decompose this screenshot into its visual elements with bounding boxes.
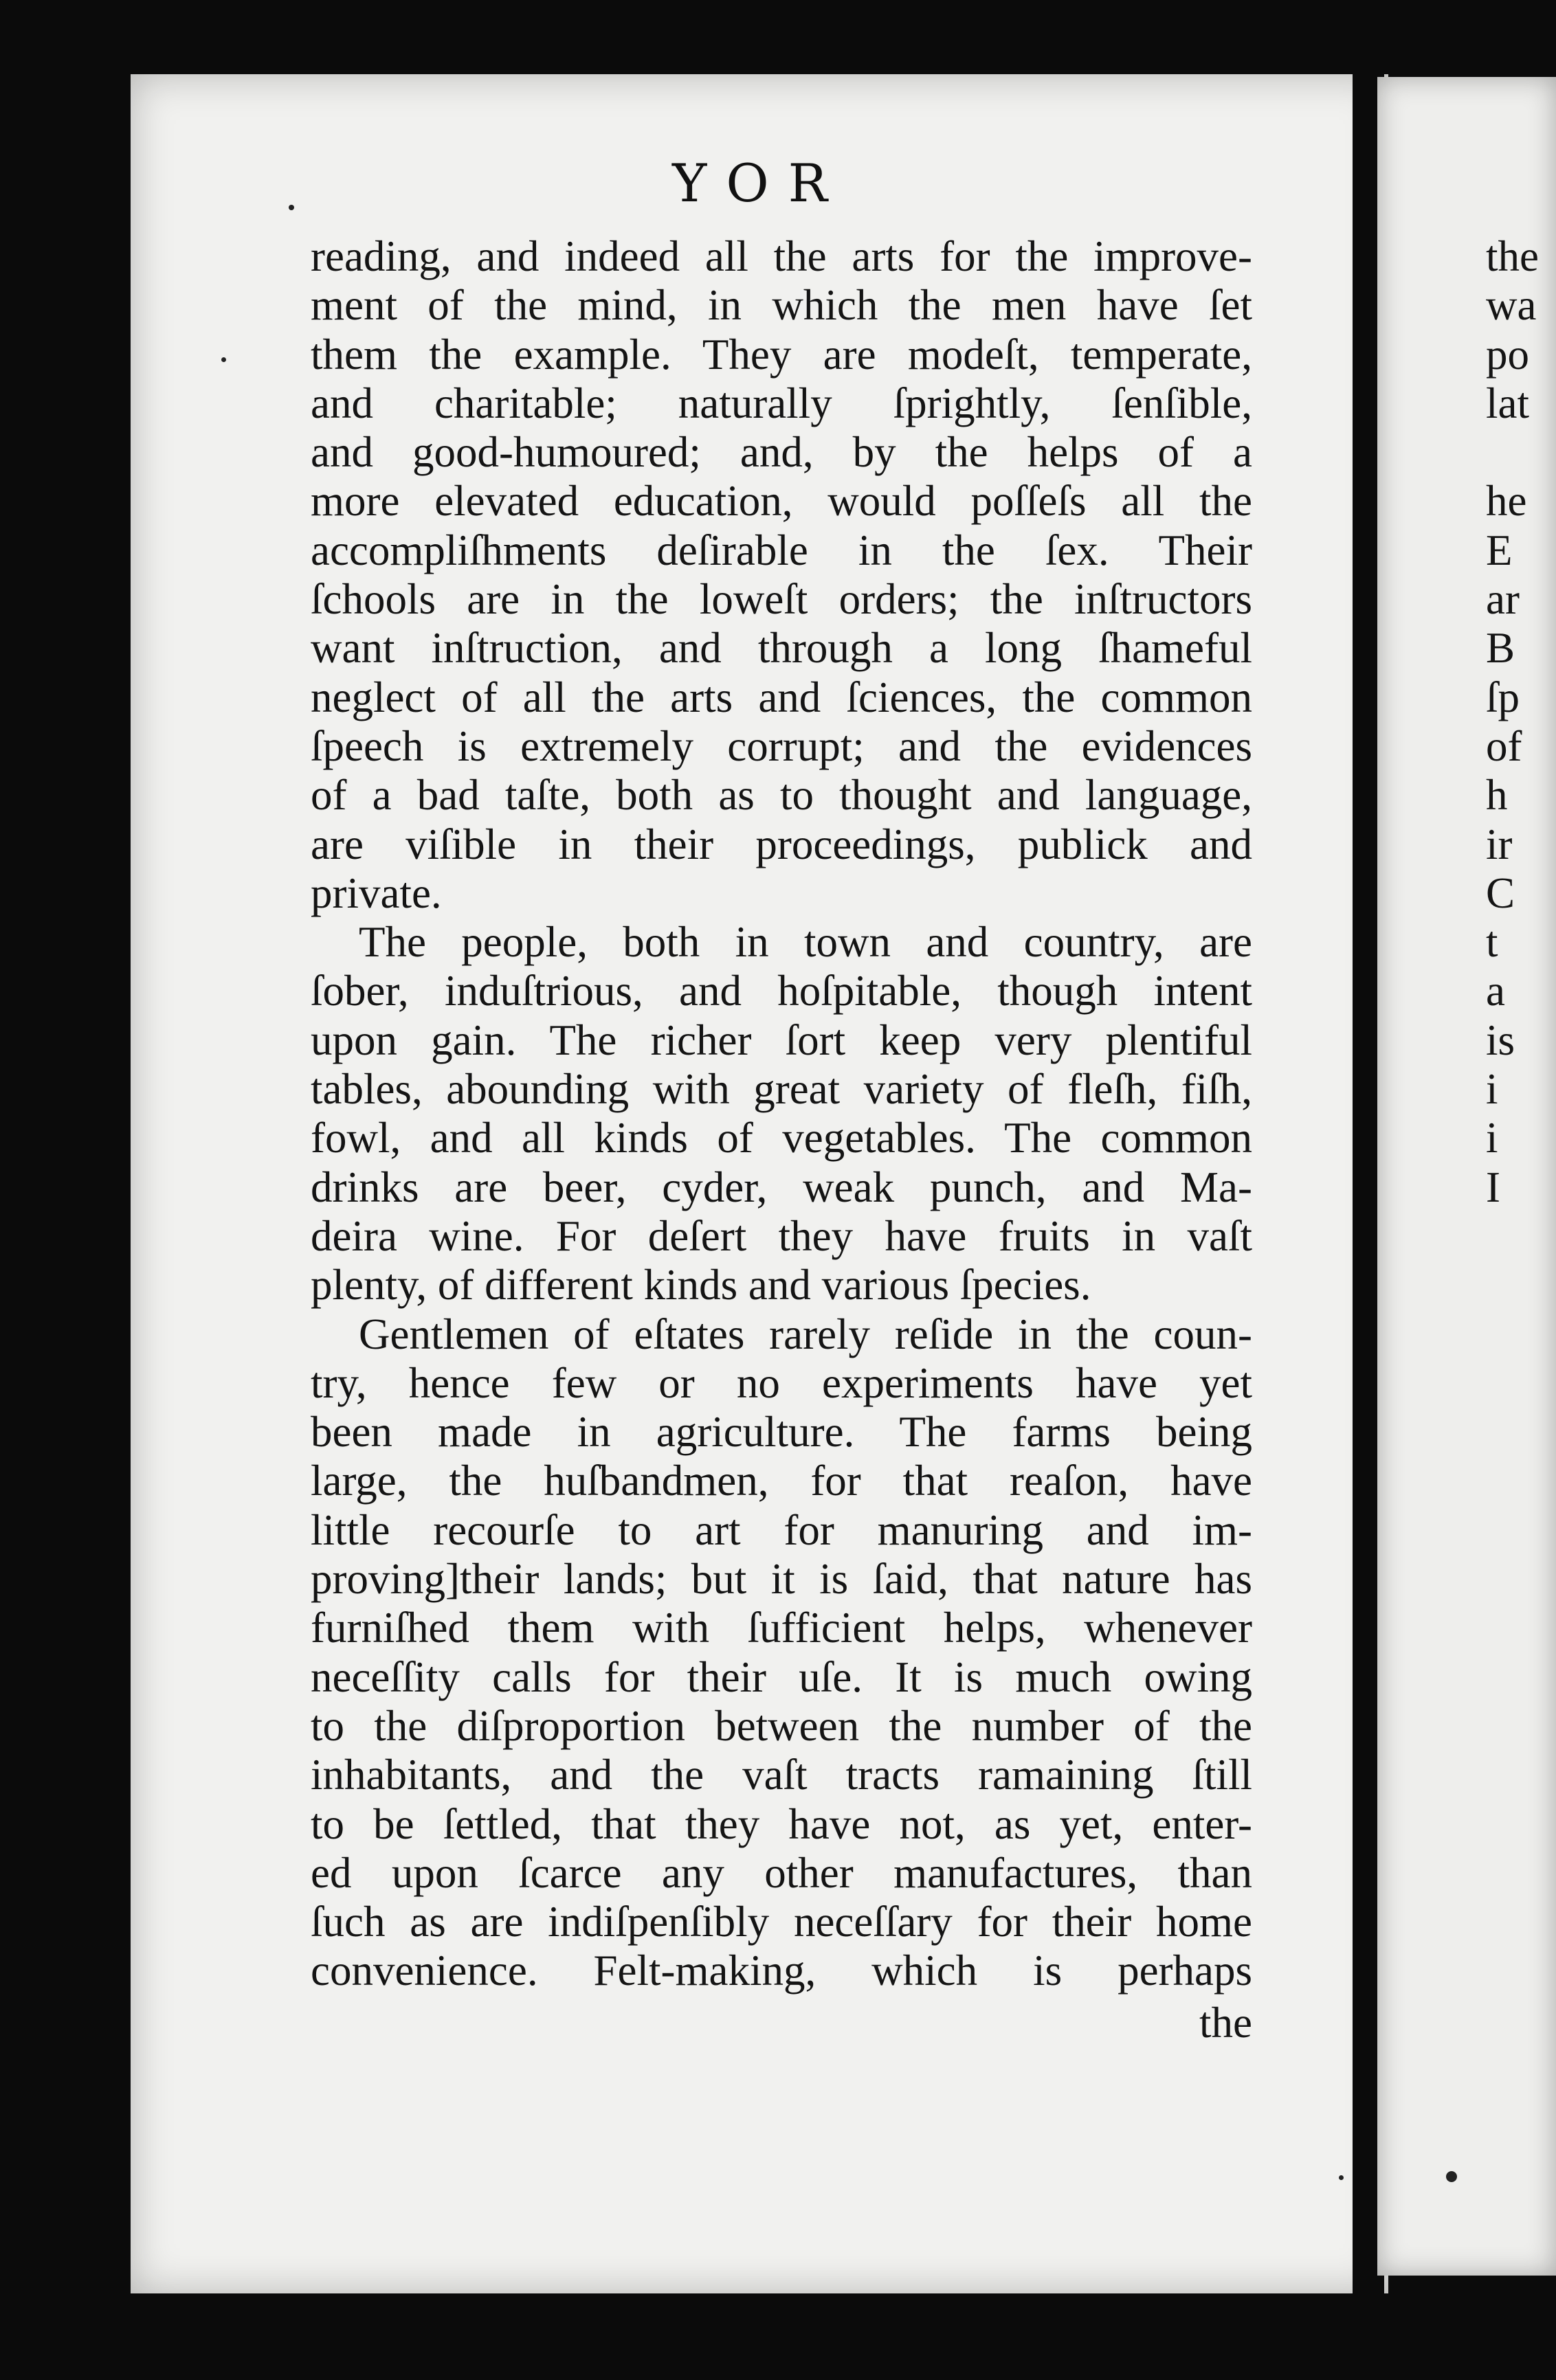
ink-speck: [221, 357, 226, 362]
text-line: to the diſproportion between the number of the: [311, 1701, 1252, 1750]
adjacent-fragment: E: [1486, 526, 1513, 574]
text-line: and charitable; naturally ſprightly, ſenſible,: [311, 379, 1252, 427]
adjacent-fragment: lat: [1486, 379, 1529, 427]
catchword: the: [1199, 1999, 1252, 2047]
text-line: ſober, induſtrious, and hoſpitable, though intent: [311, 967, 1252, 1015]
ink-speck: [1339, 2175, 1344, 2180]
adjacent-fragment: ir: [1486, 820, 1513, 868]
text-line: inhabitants, and the vaſt tracts ramaining ſtill: [311, 1751, 1252, 1799]
text-line: The people, both in town and country, are: [359, 918, 1252, 967]
text-line: more elevated education, would poſſeſs all the: [311, 477, 1252, 526]
text-line: plenty, of different kinds and various ſpecies.: [311, 1261, 1091, 1310]
text-line: fowl, and all kinds of vegetables. The common: [311, 1114, 1252, 1163]
text-line: reading, and indeed all the arts for the improve-: [311, 232, 1252, 280]
adjacent-fragment: the: [1486, 232, 1539, 280]
body-text: [311, 232, 1252, 1996]
adjacent-fragment: he: [1486, 477, 1527, 526]
text-line: ſuch as are indiſpenſibly neceſſary for their home: [311, 1898, 1252, 1946]
ink-speck: [1446, 2171, 1457, 2182]
adjacent-fragment: ar: [1486, 575, 1520, 624]
text-line: them the example. They are modeſt, temperate,: [311, 330, 1252, 379]
text-line: deira wine. For deſert they have fruits in vaſt: [311, 1211, 1252, 1260]
adjacent-fragment: [1486, 1261, 1555, 1310]
text-line: private.: [311, 868, 442, 917]
adjacent-fragment: [1486, 1212, 1555, 1261]
text-line: ſpeech is extremely corrupt; and the evidences: [311, 721, 1252, 770]
adjacent-fragment: [1486, 428, 1555, 477]
text-line: ed upon ſcarce any other manufactures, than: [311, 1848, 1252, 1897]
adjacent-fragment: wa: [1486, 281, 1537, 330]
adjacent-fragment: B: [1486, 624, 1515, 673]
text-line: ment of the mind, in which the men have ſet: [311, 281, 1252, 330]
running-head: YOR: [672, 153, 847, 214]
text-line: ſchools are in the loweſt orders; the inſtructors: [311, 575, 1252, 624]
adjacent-fragment: [1486, 1359, 1555, 1408]
adjacent-fragment: I: [1486, 1163, 1500, 1211]
adjacent-fragment: a: [1486, 967, 1505, 1015]
adjacent-fragment: i: [1486, 1065, 1498, 1114]
adjacent-fragment: i: [1486, 1114, 1498, 1163]
text-line: are viſible in their proceedings, publick and: [311, 820, 1252, 868]
text-line: to be ſettled, that they have not, as yet, enter-: [311, 1799, 1252, 1848]
adjacent-page-text: [1486, 232, 1555, 1408]
ink-speck: [289, 205, 294, 210]
text-line: little recourſe to art for manuring and im-: [311, 1505, 1252, 1554]
text-line: of a bad taſte, both as to thought and language,: [311, 771, 1252, 820]
adjacent-fragment: ſp: [1486, 673, 1520, 721]
text-line: want inſtruction, and through a long ſhameful: [311, 624, 1252, 673]
text-line: neglect of all the arts and ſciences, the common: [311, 673, 1252, 721]
text-line: been made in agriculture. The farms being: [311, 1408, 1252, 1457]
adjacent-fragment: is: [1486, 1015, 1515, 1064]
adjacent-fragment: [1486, 1310, 1555, 1359]
text-line: and good-humoured; and, by the helps of a: [311, 428, 1252, 477]
text-line: convenience. Felt-making, which is perhaps: [311, 1946, 1252, 1995]
adjacent-fragment: t: [1486, 918, 1498, 967]
adjacent-fragment: h: [1486, 771, 1508, 820]
text-line: neceſſity calls for their uſe. It is much owing: [311, 1652, 1252, 1701]
text-line: tables, abounding with great variety of fleſh, fiſh,: [311, 1065, 1252, 1114]
adjacent-fragment: of: [1486, 721, 1522, 770]
adjacent-fragment: po: [1486, 330, 1529, 379]
text-line: furniſhed them with ſufficient helps, whenever: [311, 1604, 1252, 1652]
text-line: accompliſhments deſirable in the ſex. Their: [311, 526, 1252, 574]
text-line: Gentlemen of eſtates rarely reſide in the coun-: [359, 1310, 1252, 1358]
text-line: try, hence few or no experiments have yet: [311, 1358, 1252, 1407]
text-line: proving]their lands; but it is ſaid, that nature has: [311, 1555, 1252, 1604]
adjacent-fragment: C: [1486, 868, 1515, 917]
text-line: upon gain. The richer ſort keep very plentiful: [311, 1015, 1252, 1064]
text-line: drinks are beer, cyder, weak punch, and Ma-: [311, 1163, 1252, 1211]
text-line: large, the huſbandmen, for that reaſon, have: [311, 1457, 1252, 1505]
